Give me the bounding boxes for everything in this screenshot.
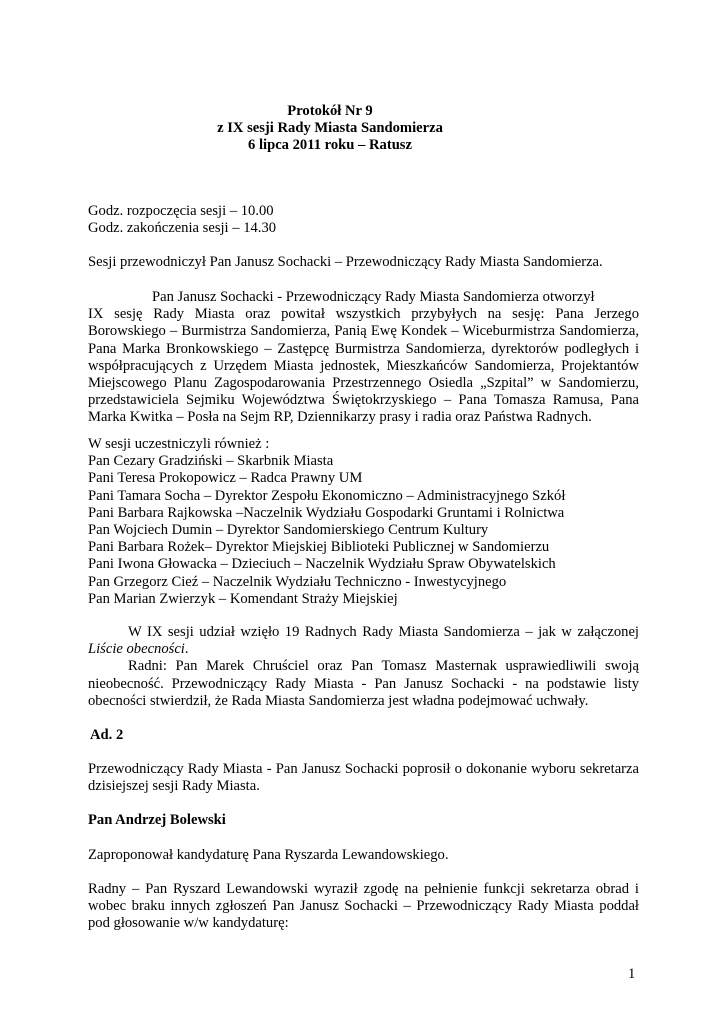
attendance-list-ref: Liście obecności bbox=[88, 641, 185, 658]
quorum-line: nieobecność. Przewodniczący Rady Miasta - Pan Janusz Sochacki - na podstawie listy bbox=[88, 675, 639, 692]
protocol-title: Protokół Nr 9 bbox=[287, 103, 373, 119]
start-time: Godz. rozpoczęcia sesji – 10.00 bbox=[88, 203, 274, 219]
opening-line: Pana Marka Bronkowskiego – Zastępcę Burmistrza Sandomierza, dyrektorów podległych i bbox=[88, 340, 639, 357]
attendee-item: Pani Tamara Socha – Dyrektor Zespołu Ekonomiczno – Administracyjnego Szkół bbox=[88, 487, 566, 504]
opening-paragraph bbox=[88, 289, 639, 427]
quorum-line: obecności stwierdził, że Rada Miasta Sandomierza jest władna podejmować uchwały. bbox=[88, 692, 589, 709]
protocol-header bbox=[180, 103, 480, 155]
session-times bbox=[88, 203, 639, 237]
ad2-line: Przewodniczący Rady Miasta - Pan Janusz Sochacki poprosił o dokonanie wyboru sekretarza bbox=[88, 761, 639, 777]
attendee-item: Pan Cezary Gradziński – Skarbnik Miasta bbox=[88, 453, 334, 470]
attendee-item: Pani Barbara Rożek– Dyrektor Miejskiej Biblioteki Publicznej w Sandomierzu bbox=[88, 539, 550, 556]
opening-line: Miejscowego Planu Zagospodarowania Przestrzennego Osiedla „Szpital” w Sandomierzu, bbox=[88, 375, 639, 392]
opening-line: przedstawiciela Sejmiku Województwa Świętokrzyskiego – Pana Tomasza Ramusa, Pana bbox=[88, 392, 639, 409]
attendee-item: Pani Teresa Prokopowicz – Radca Prawny UM bbox=[88, 470, 363, 487]
session-date-place: 6 lipca 2011 roku – Ratusz bbox=[248, 137, 412, 154]
attendee-item: Pan Grzegorz Cieź – Naczelnik Wydziału Techniczno - Inwestycyjnego bbox=[88, 573, 507, 590]
attendee-item: Pan Wojciech Dumin – Dyrektor Sandomierskiego Centrum Kultury bbox=[88, 522, 489, 539]
opening-line: Borowskiego – Burmistrza Sandomierza, Panią Ewę Kondek – Wiceburmistrza Sandomierza, bbox=[88, 323, 639, 340]
opening-line: współpracujących z Urzędem Miasta jednostek, Mieszkańców Sandomierza, Projektantów bbox=[88, 357, 639, 374]
quorum-line: Radni: Pan Marek Chruściel oraz Pan Tomasz Masternak usprawiedliwili swoją bbox=[128, 658, 639, 675]
ad2-heading: Ad. 2 bbox=[90, 727, 124, 743]
end-time: Godz. zakończenia sesji – 14.30 bbox=[88, 220, 277, 237]
chair-paragraph bbox=[88, 254, 639, 271]
attendee-item: Pani Barbara Rajkowska –Naczelnik Wydziału Gospodarki Gruntami i Rolnictwa bbox=[88, 504, 565, 521]
closing-line: Radny – Pan Ryszard Lewandowski wyraził zgodę na pełnienie funkcji sekretarza obrad i bbox=[88, 881, 639, 897]
session-subtitle: z IX sesji Rady Miasta Sandomierza bbox=[217, 120, 443, 137]
speaker-heading: Pan Andrzej Bolewski bbox=[88, 812, 226, 828]
quorum-paragraph bbox=[88, 624, 639, 710]
opening-line: Marka Kwitka – Posła na Sejm RP, Dziennikarzy prasy i radia oraz Państwa Radnych. bbox=[88, 409, 592, 426]
quorum-line: W IX sesji udział wzięło 19 Radnych Rady Miasta Sandomierza – jak w załączonej bbox=[128, 624, 639, 640]
attendee-item: Pani Iwona Głowacka – Dzieciuch – Naczelnik Wydziału Spraw Obywatelskich bbox=[88, 556, 556, 573]
opening-line: IX sesję Rady Miasta oraz powitał wszystkich przybyłych na sesję: Pana Jerzego bbox=[88, 306, 639, 323]
attendees-title: W sesji uczestniczyli również : bbox=[88, 436, 270, 452]
page-number: 1 bbox=[628, 966, 636, 982]
closing-line: wobec braku innych zgłoszeń Pan Janusz Sochacki – Przewodniczący Rady Miasta poddał bbox=[88, 898, 639, 915]
closing-line: pod głosowanie w/w kandydaturę: bbox=[88, 915, 289, 932]
chair-text: Sesji przewodniczył Pan Janusz Sochacki – Przewodniczący Rady Miasta Sandomierza. bbox=[88, 254, 603, 270]
closing-paragraph bbox=[88, 881, 639, 933]
quorum-line: Liście obecności. bbox=[88, 641, 189, 658]
proposal-paragraph bbox=[88, 847, 639, 864]
attendees-section bbox=[88, 436, 639, 608]
proposal-text: Zaproponował kandydaturę Pana Ryszarda Lewandowskiego. bbox=[88, 847, 449, 863]
ad2-paragraph bbox=[88, 761, 639, 795]
ad2-line: dzisiejszej sesji Rady Miasta. bbox=[88, 778, 260, 795]
attendee-item: Pan Marian Zwierzyk – Komendant Straży Miejskiej bbox=[88, 590, 398, 607]
opening-line: Pan Janusz Sochacki - Przewodniczący Rady Miasta Sandomierza otworzył bbox=[152, 289, 595, 305]
